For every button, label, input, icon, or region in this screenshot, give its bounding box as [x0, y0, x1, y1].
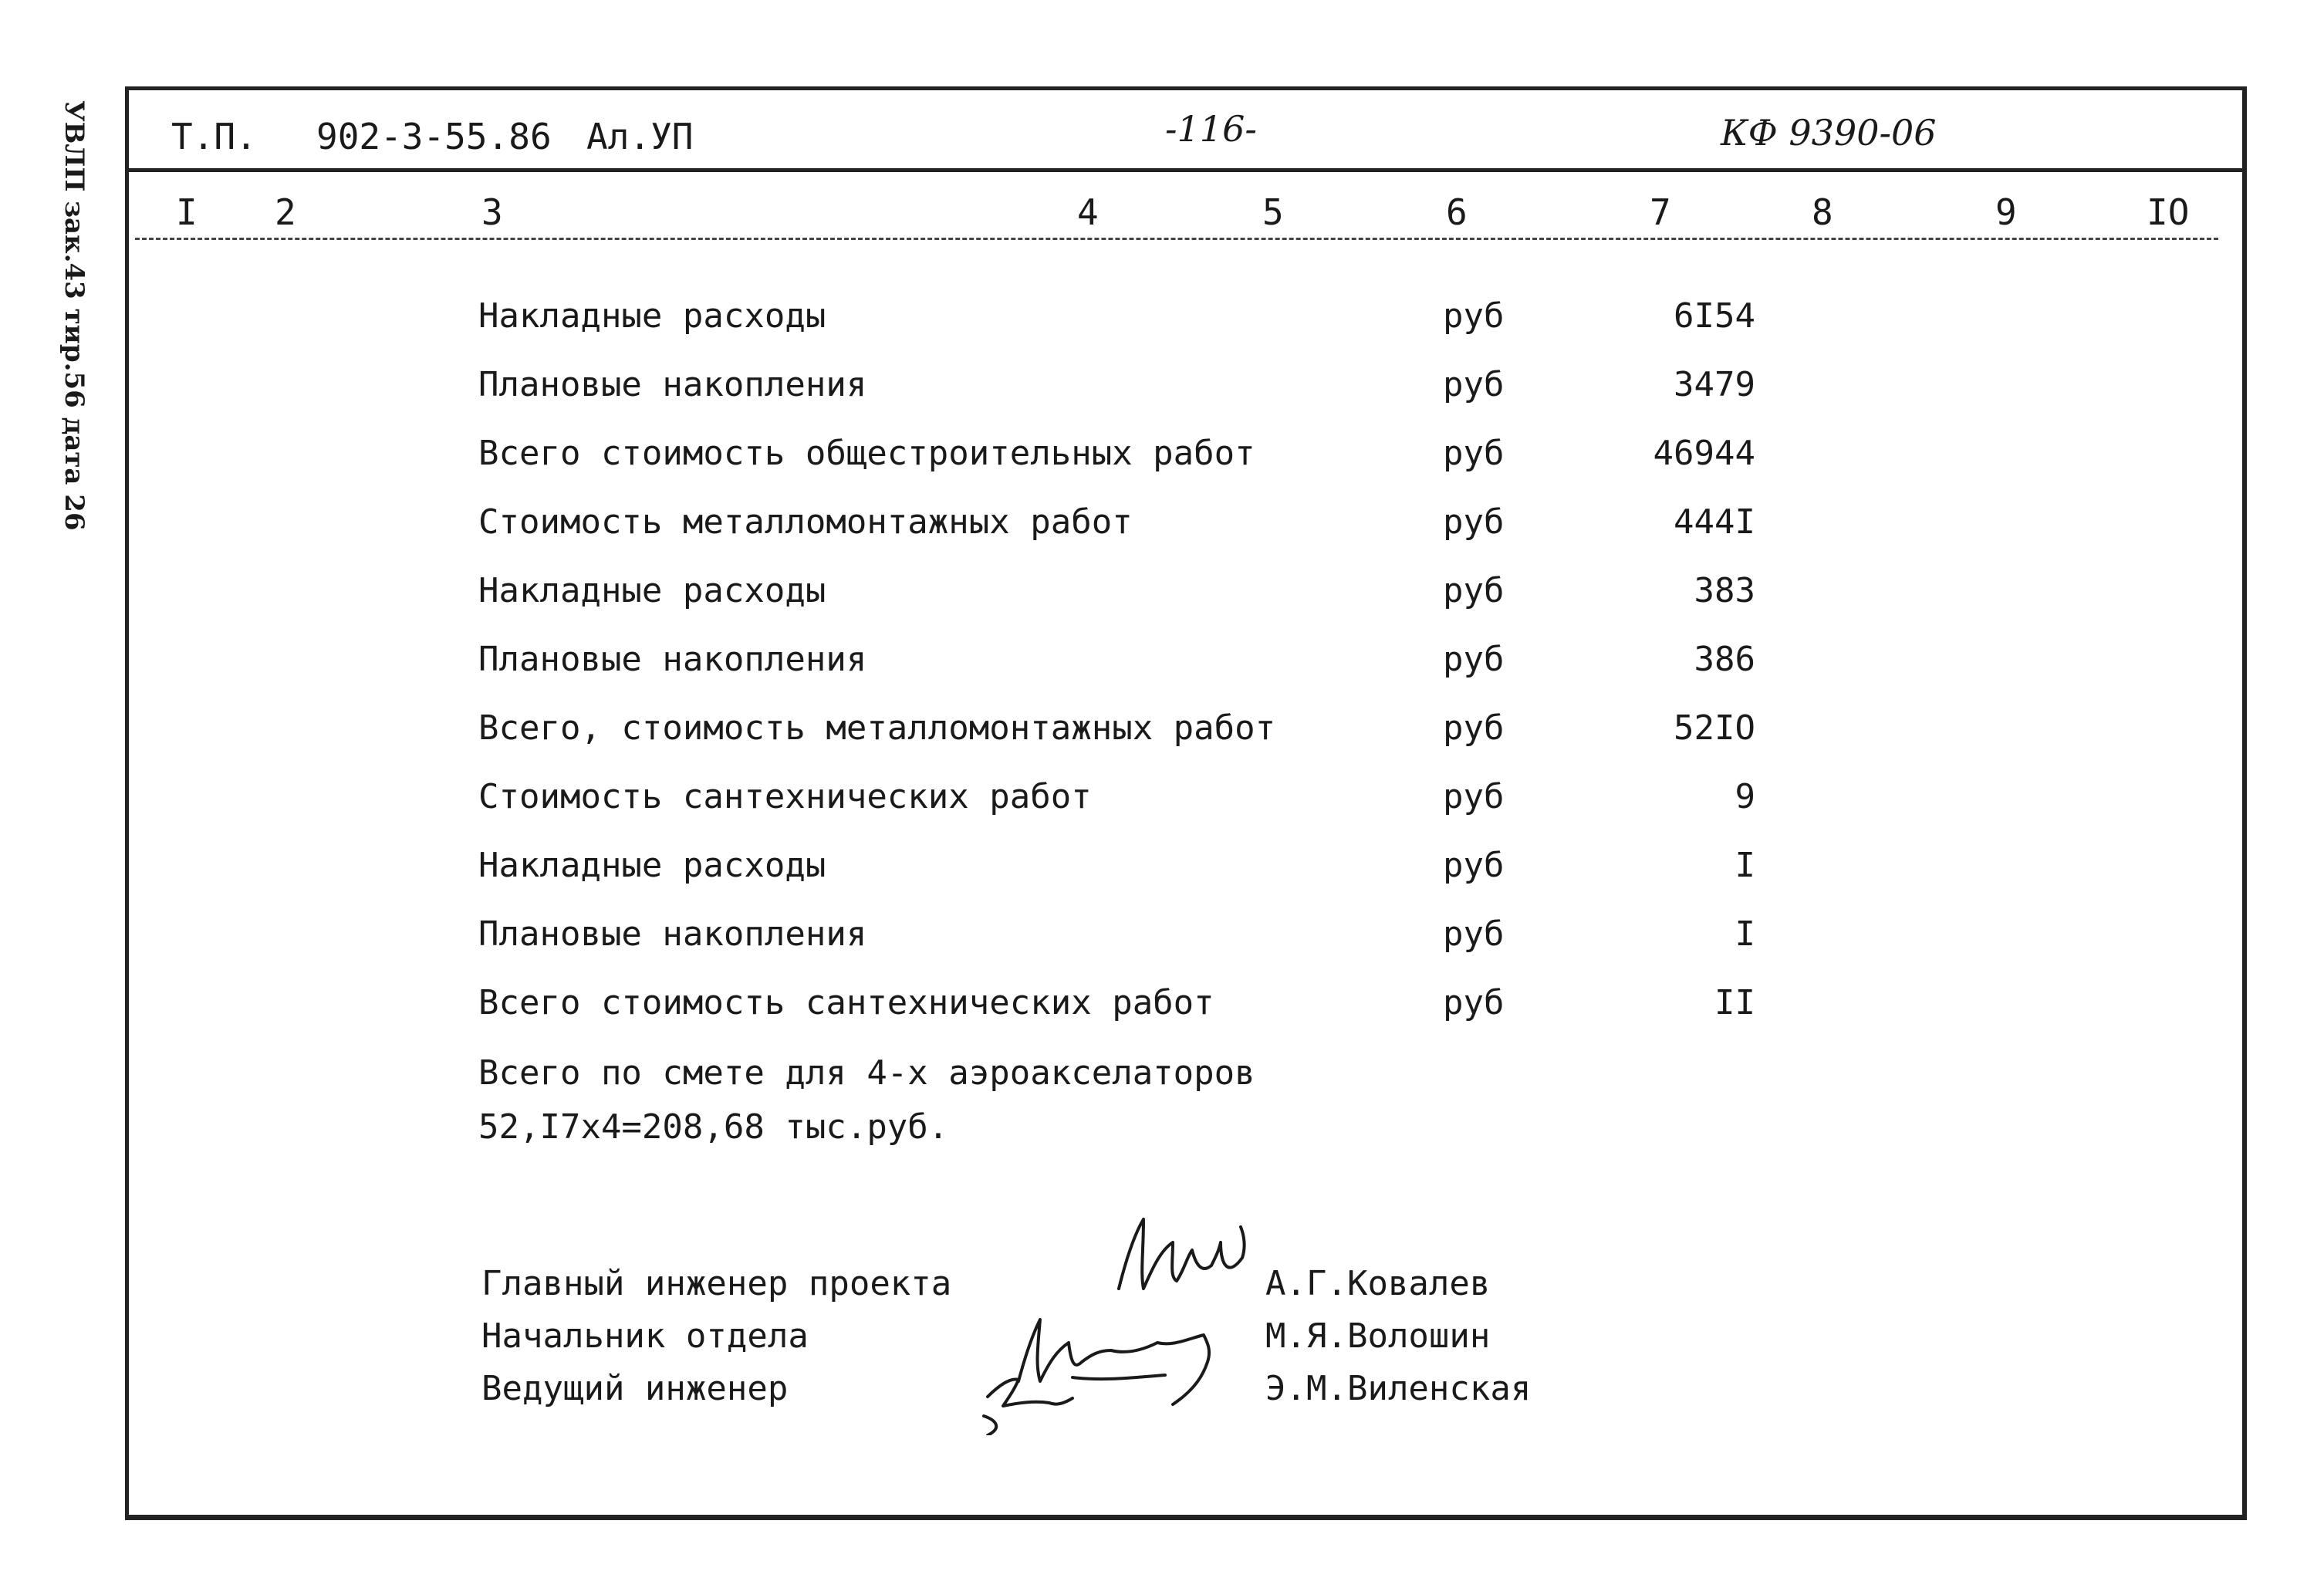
row-label: Всего стоимость общестроительных работ: [478, 434, 1255, 473]
column-number: I: [176, 191, 198, 233]
row-value: 6I54: [1674, 296, 1755, 336]
column-number: 8: [1812, 191, 1833, 233]
archive-stamp-text: УВЛП зак.43 тир.56 дата 26: [59, 100, 90, 531]
row-label: Накладные расходы: [478, 846, 826, 885]
column-number: 3: [481, 191, 503, 233]
row-value: 46944: [1653, 434, 1755, 473]
document-code: КФ 9390-06: [1721, 112, 1937, 154]
album-label: Ал.УП: [586, 116, 694, 157]
signatory-name: А.Г.Ковалев: [1265, 1264, 1491, 1303]
column-number: 5: [1262, 191, 1284, 233]
archive-stamp: [52, 100, 99, 531]
estimate-total: [478, 1046, 1255, 1154]
row-unit: руб: [1443, 777, 1505, 816]
row-value: II: [1714, 983, 1755, 1022]
signatory-name: М.Я.Волошин: [1265, 1316, 1491, 1356]
row-label: Накладные расходы: [478, 296, 826, 336]
column-number: 2: [275, 191, 296, 233]
row-label: Плановые накопления: [478, 365, 867, 404]
column-header-divider: [135, 238, 2218, 240]
signatory-title: Главный инженер проекта: [481, 1264, 952, 1303]
column-number: 4: [1077, 191, 1099, 233]
row-label: Плановые накопления: [478, 640, 867, 679]
signatory-title: Ведущий инженер: [481, 1369, 789, 1408]
row-unit: руб: [1443, 914, 1505, 954]
row-label: Всего, стоимость металломонтажных работ: [478, 708, 1276, 748]
row-label: Стоимость сантехнических работ: [478, 777, 1092, 816]
row-label: Всего стоимость сантехнических работ: [478, 983, 1214, 1022]
row-unit: руб: [1443, 708, 1505, 748]
row-unit: руб: [1443, 434, 1505, 473]
project-code: 902-3-55.86: [316, 116, 552, 157]
row-value: 383: [1694, 571, 1755, 610]
row-unit: руб: [1443, 983, 1505, 1022]
signatory-name: Э.М.Виленская: [1265, 1369, 1532, 1408]
row-unit: руб: [1443, 365, 1505, 404]
row-label: Плановые накопления: [478, 914, 867, 954]
handwritten-signatures: [941, 1204, 1265, 1435]
row-unit: руб: [1443, 640, 1505, 679]
row-value: 9: [1735, 777, 1755, 816]
header-divider: [125, 168, 2247, 172]
row-value: 3479: [1674, 365, 1755, 404]
row-unit: руб: [1443, 502, 1505, 542]
tp-label: Т.П.: [171, 116, 257, 157]
row-value: I: [1735, 846, 1755, 885]
column-number: 7: [1650, 191, 1671, 233]
column-number: IO: [2147, 191, 2190, 233]
total-line-2: 52,I7x4=208,68 тыс.руб.: [478, 1107, 949, 1147]
row-value: 52IO: [1674, 708, 1755, 748]
row-label: Накладные расходы: [478, 571, 826, 610]
row-value: I: [1735, 914, 1755, 954]
row-label: Стоимость металломонтажных работ: [478, 502, 1133, 542]
row-value: 444I: [1674, 502, 1755, 542]
signatory-title: Начальник отдела: [481, 1316, 809, 1356]
total-line-1: Всего по смете для 4-х аэроакселаторов: [478, 1053, 1255, 1093]
row-unit: руб: [1443, 296, 1505, 336]
row-unit: руб: [1443, 846, 1505, 885]
page-number: -116-: [1165, 108, 1257, 150]
row-unit: руб: [1443, 571, 1505, 610]
column-number: 6: [1446, 191, 1468, 233]
column-number: 9: [1995, 191, 2017, 233]
row-value: 386: [1694, 640, 1755, 679]
